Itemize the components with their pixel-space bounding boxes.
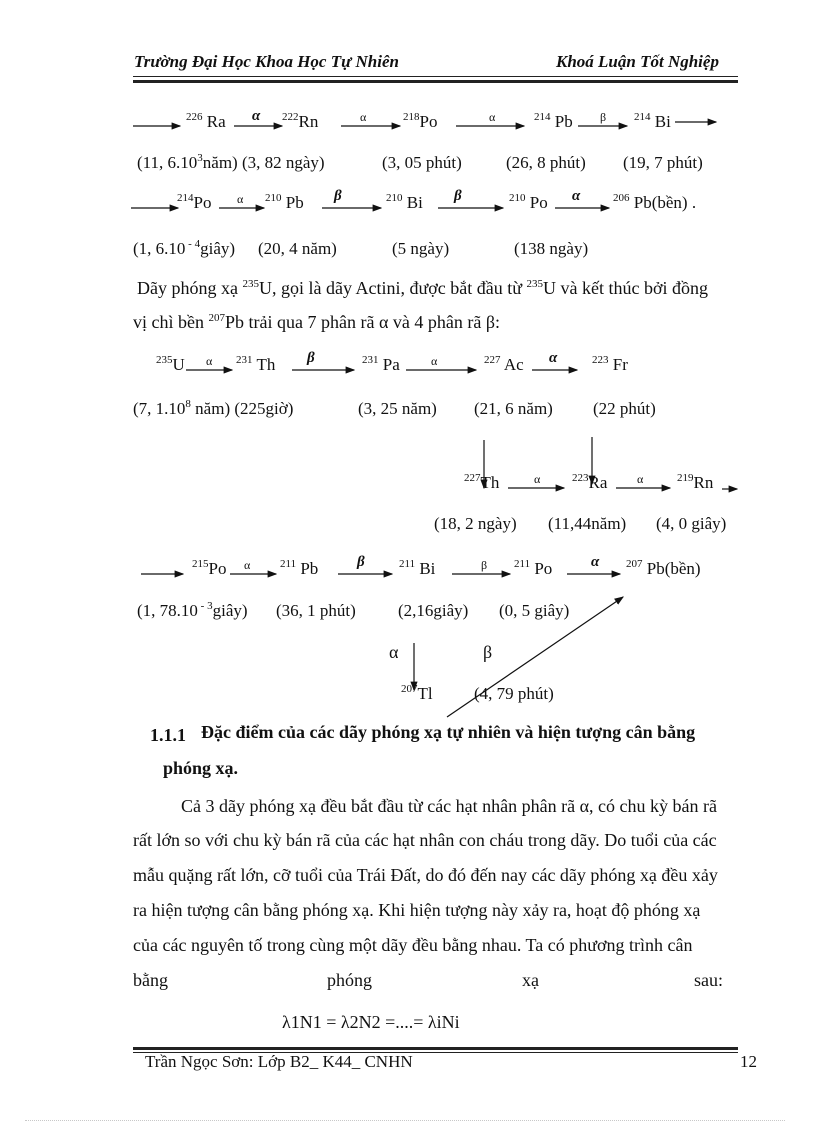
- decay-label: β: [307, 350, 315, 366]
- nuclide: $^{222}$Rn: [282, 111, 319, 131]
- nuclide: $^{223}$Ra: [572, 472, 608, 492]
- decay-label: β: [481, 558, 488, 572]
- paragraph-line: mẫu quặng rất lớn, cỡ tuổi của Trái Đất, do đó đến nay các dãy phóng xạ đều xảy: [133, 865, 718, 885]
- half-life: (19, 7 phút): [623, 153, 703, 172]
- nuclide: $^{215}$Po: [192, 558, 227, 578]
- decay-label: α: [206, 354, 213, 368]
- paragraph-line: của các nguyên tố trong cùng một dãy đều bằng nhau. Ta có phương trình cân: [133, 935, 693, 955]
- paragraph-word: phóng: [327, 970, 372, 990]
- half-life: (4, 0 giây): [656, 514, 727, 533]
- decay-label: β: [334, 188, 342, 204]
- half-life: (22 phút): [593, 399, 656, 418]
- nuclide: $^{226}$ Ra: [186, 111, 226, 131]
- half-life: (3, 05 phút): [382, 153, 462, 172]
- nuclide: $^{214}$ Pb: [534, 111, 573, 131]
- nuclide: $^{210}$ Bi: [386, 192, 423, 212]
- decay-label: α: [237, 192, 244, 206]
- half-life: (18, 2 ngày): [434, 514, 517, 533]
- decay-label: α: [244, 558, 251, 572]
- half-life: (3, 25 năm): [358, 399, 437, 418]
- page-number: 12: [740, 1052, 757, 1071]
- nuclide: $^{218}$Po: [403, 111, 438, 131]
- half-life: (5 ngày): [392, 239, 450, 258]
- decay-label: α: [534, 472, 541, 486]
- nuclide: $^{207}$ Pb(bền): [626, 558, 701, 578]
- section-number: 1.1.1: [150, 725, 186, 745]
- half-life: (4, 79 phút): [474, 684, 554, 703]
- decay-label: α: [549, 350, 558, 366]
- decay-label: α: [591, 554, 600, 570]
- decay-label: β: [600, 110, 607, 124]
- section-title-line2: phóng xạ.: [163, 758, 239, 778]
- decay-label: β: [454, 188, 462, 204]
- decay-label: α: [489, 110, 496, 124]
- footer-rule-thick: [133, 1047, 738, 1050]
- half-life: (20, 4 năm): [258, 239, 337, 258]
- nuclide: $^{231}$ Th: [236, 354, 276, 374]
- nuclide: $^{214}$Po: [177, 192, 212, 212]
- decay-label: α: [637, 472, 644, 486]
- branch-alpha-label: α: [389, 642, 399, 662]
- half-life: (11,44năm): [548, 514, 627, 533]
- paragraph-line: rất lớn so với chu kỳ bán rã của các hạt nhân con cháu trong dãy. Do tuổi của các: [133, 830, 717, 850]
- half-life: (7, 1.10$^8$ năm) (225giờ): [133, 398, 294, 418]
- actini-line2: vị chì bền $^{207}$Pb trải qua 7 phân rã α và 4 phân rã β:: [133, 312, 500, 332]
- header-school: Trường Đại Học Khoa Học Tự Nhiên: [134, 52, 399, 71]
- nuclide: $^{210}$ Pb: [265, 192, 304, 212]
- nuclide-tl: $^{207}$Tl: [401, 683, 433, 703]
- half-life: (1, 78.10 $^{- 3}$giây): [137, 600, 248, 620]
- header-thesis: Khoá Luận Tốt Nghiệp: [556, 52, 719, 71]
- half-life: (11, 6.10$^3$năm) (3, 82 ngày): [137, 152, 325, 172]
- paragraph-word: xạ: [522, 970, 539, 990]
- branch-beta-label: β: [483, 642, 493, 662]
- decay-label: α: [572, 188, 581, 204]
- half-life: (26, 8 phút): [506, 153, 586, 172]
- decay-label: α: [252, 108, 261, 124]
- paragraph-word: bằng: [133, 970, 168, 990]
- decay-label: α: [360, 110, 367, 124]
- nuclide: $^{211}$ Bi: [399, 558, 436, 578]
- half-life: (1, 6.10 $^{- 4}$giây): [133, 238, 236, 258]
- paragraph-line: Cả 3 dãy phóng xạ đều bắt đầu từ các hạt nhân phân rã α, có chu kỳ bán rã: [181, 796, 718, 816]
- half-life: (36, 1 phút): [276, 601, 356, 620]
- section-title-line1: Đặc điểm của các dãy phóng xạ tự nhiên và hiện tượng cân bằng: [201, 722, 696, 742]
- half-life: (21, 6 năm): [474, 399, 553, 418]
- equation: λ1N1 = λ2N2 =....= λiNi: [282, 1012, 460, 1032]
- paragraph-word: sau:: [694, 970, 723, 990]
- nuclide: $^{210}$ Po: [509, 192, 548, 212]
- nuclide: $^{219}$Rn: [677, 472, 714, 492]
- nuclide: $^{211}$ Po: [514, 558, 553, 578]
- nuclide: $^{206}$ Pb(bền) .: [613, 192, 697, 212]
- decay-label: β: [357, 554, 365, 570]
- nuclide: $^{231}$ Pa: [362, 354, 400, 374]
- actini-line1: Dãy phóng xạ $^{235}$U, gọi là dãy Actini, được bắt đầu từ $^{235}$U và kết thúc bởi đồng: [137, 278, 708, 298]
- page-edge: [25, 1120, 785, 1121]
- nuclide: $^{227}$Th: [464, 472, 500, 492]
- footer-author: Trần Ngọc Sơn: Lớp B2_ K44_ CNHN: [145, 1052, 413, 1071]
- half-life: (0, 5 giây): [499, 601, 570, 620]
- nuclide: $^{214}$ Bi: [634, 111, 671, 131]
- decay-label: α: [431, 354, 438, 368]
- half-life: (2,16giây): [398, 601, 469, 620]
- half-life: (138 ngày): [514, 239, 589, 258]
- nuclide: $^{235}$U: [156, 354, 185, 374]
- nuclide: $^{223}$ Fr: [592, 354, 628, 374]
- nuclide: $^{211}$ Pb: [280, 558, 319, 578]
- paragraph-line: ra hiện tượng cân bằng phóng xạ. Khi hiện tượng này xảy ra, hoạt độ phóng xạ: [133, 900, 701, 920]
- nuclide: $^{227}$ Ac: [484, 354, 524, 374]
